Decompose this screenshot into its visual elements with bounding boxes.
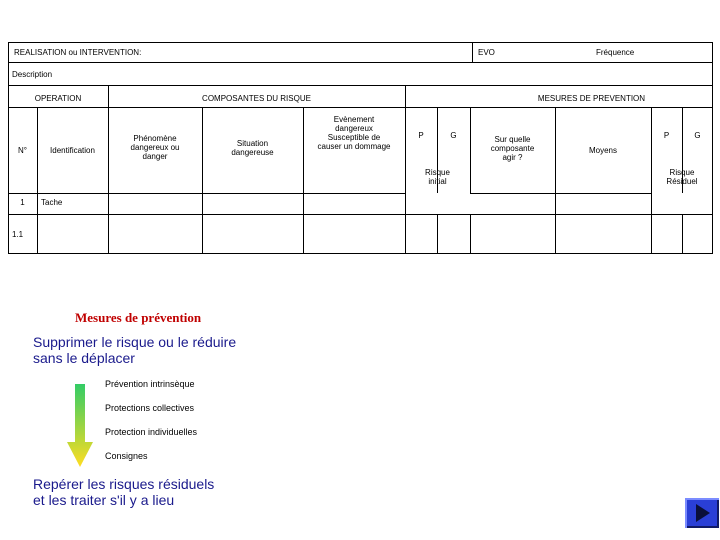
mesure-item-2: Protections collectives — [105, 403, 195, 413]
description-cell — [8, 62, 713, 86]
priority-arrow-icon — [66, 384, 94, 468]
next-slide-button[interactable] — [685, 498, 719, 528]
risque-residuel-label: Risque Résiduel — [666, 168, 698, 186]
row-2-number: 1.1 — [12, 230, 24, 239]
frequence-label: Fréquence — [596, 48, 635, 57]
operation-group-label: OPERATION — [34, 94, 82, 103]
p-initial-header: P — [418, 131, 424, 140]
moyens-header: Moyens — [588, 146, 617, 155]
identification-header: Identification — [50, 146, 95, 155]
mesures-title: Mesures de prévention — [75, 310, 202, 325]
description-label: Description — [12, 70, 53, 79]
row-1-label: Tache — [41, 198, 63, 207]
evenement-header: Evènement dangereux Susceptible de causer un dommage — [317, 115, 391, 151]
numero-header: N° — [18, 146, 27, 155]
risque-initial-label: Risque initial — [425, 168, 450, 186]
composante-header: Sur quelle composante agir ? — [490, 135, 535, 162]
mesure-item-3: Protection individuelles — [105, 427, 198, 437]
composantes-group-label: COMPOSANTES DU RISQUE — [202, 94, 311, 103]
phenomene-header: Phénomène dangereux ou danger — [130, 134, 180, 161]
risk-grid — [8, 85, 713, 254]
mesures-group-label: MESURES DE PREVENTION — [537, 94, 646, 103]
next-arrow-icon — [685, 498, 719, 528]
p-residuel-header: P — [663, 131, 670, 140]
evo-label: EVO — [478, 48, 495, 57]
mesures-outro: Repérer les risques résiduels et les traiter s'il y a lieu — [33, 476, 215, 508]
row-1-number: 1 — [20, 198, 25, 207]
g-residuel-header: G — [694, 131, 701, 140]
realisation-label: REALISATION ou INTERVENTION: — [14, 48, 142, 57]
mesures-intro: Supprimer le risque ou le réduire sans le déplacer — [33, 334, 237, 366]
g-initial-header: G — [450, 131, 457, 140]
situation-header: Situation dangereuse — [231, 139, 274, 157]
mesure-item-4: Consignes — [105, 451, 148, 461]
mesure-item-1: Prévention intrinsèque — [105, 379, 195, 389]
